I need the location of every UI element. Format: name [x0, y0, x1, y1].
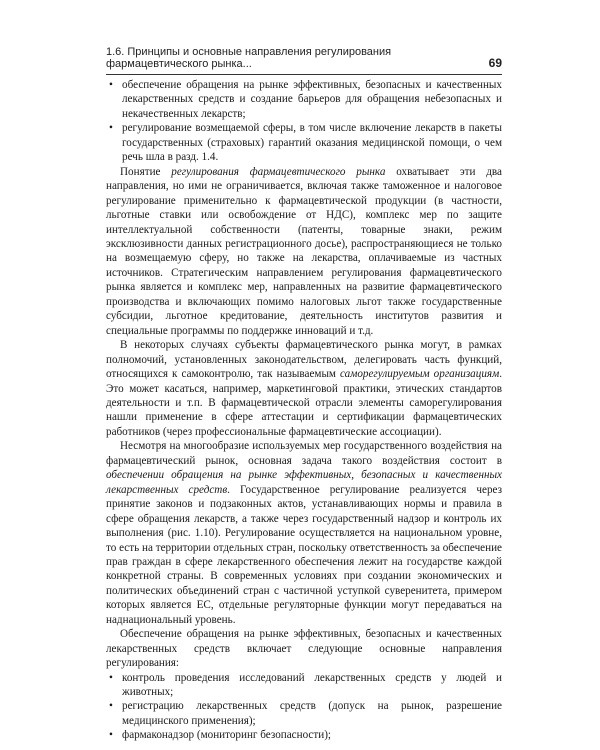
paragraph-state-regulation: Несмотря на многообразие используемых мер государственного воздействия на фармацевтический рынок, основная задача такого воздействия состоит в обеспечении обращения на рынке эффективных, безопасных и качественных лекарственных средств. Государственное регулирование реализуется через принятие законов и подзаконных актов, устанавливающих нормы и правила в сфере обращения лекарств, а также через государственный надзор и контроль их выполнения (рис. 1.10). Регулирование осуществляется на национальном уровне, то есть на территории отдельных стран, поскольку ответственность за обеспечение прав граждан в сфере лекарственного обеспечения лежит на государстве каждой конкретной страны. В современных условиях при создании экономических и политических объединений стран с частичной уступкой суверенитета, примером которых является ЕС, отдельные регуляторные функции могут передаваться на наднациональный уровень.: [106, 440, 502, 626]
bullet-icon: •: [109, 122, 113, 135]
paragraph-pharma-market-regulation: Понятие регулирования фармацевтического рынка охватывает эти два направления, но ими не ограничивается, включая также таможенное и налоговое регулирование применительно к фармацевтической продукции (в частности, льготные ставки или освобождение от НДС), комплекс мер по защите интеллектуальной собственности (патенты, товарные знаки, режим эксклюзивности данных регистрационного досье), распространяющиеся не только на возмещаемую сферу, но также на лекарства, оплачиваемые из частных источников. Стратегическим направлением регулирования фармацевтического рынка является и комплекс мер, направленных на развитие фармацевтического производства и включающих помимо налоговых льгот также государственные субсидии, льготное кредитование, деятельность институтов развития и специальные программы по поддержке инноваций и т.д.: [106, 165, 502, 337]
page-number: 69: [488, 56, 502, 70]
final-bullet-list: [106, 671, 502, 743]
body-text: [106, 78, 502, 743]
intro-bullet-list: [106, 78, 502, 165]
bullet-icon: •: [109, 79, 113, 91]
italic-term: регулирования фармацевтического рынка: [171, 165, 386, 178]
list-item: • контроль проведения исследований лекарственных средств у людей и животных;: [109, 671, 502, 699]
paragraph-directions-intro: Обеспечение обращения на рынке эффективных, безопасных и качественных лекарственных средств включает следующие основные направления регулирования:: [106, 628, 502, 670]
running-header: [106, 46, 502, 75]
list-item: • фармаконадзор (мониторинг безопасности);: [109, 729, 332, 742]
list-item: • регистрацию лекарственных средств (допуск на рынок, разрешение медицинского применения);: [109, 700, 502, 727]
italic-term: саморегулируемым организациям: [340, 368, 500, 381]
list-item: • обеспечение обращения на рынке эффективных, безопасных и качественных лекарственных средств и создание барьеров для обращения небезопасных и некачественных лекарств;: [109, 79, 502, 120]
list-item: • регулирование возмещаемой сферы, в том числе включение лекарств в пакеты государственных (страховых) гарантий оказания медицинской помощи, о чем речь шла в разд. 1.4.: [109, 122, 502, 164]
bullet-icon: •: [109, 671, 113, 684]
italic-term: обеспечении обращения на рынке эффективных, безопасных и качественных лекарственных средств: [106, 469, 502, 496]
bullet-icon: •: [109, 700, 113, 713]
running-title: 1.6. Принципы и основные направления регулирования фармацевтического рынка...: [106, 46, 392, 70]
paragraph-self-regulation: В некоторых случаях субъекты фармацевтического рынка могут, в рамках полномочий, установленных законодательством, делегировать часть функций, относящихся к самоконтролю, так называемым саморегулируемым организациям. Это может касаться, например, маркетинговой практики, этических стандартов деятельности и т.п. В фармацевтической отрасли элементы саморегулирования нашли применение в сфере аттестации и сертификации фармацевтических работников (через профессиональные фармацевтические ассоциации).: [106, 339, 502, 438]
bullet-icon: •: [109, 729, 113, 742]
